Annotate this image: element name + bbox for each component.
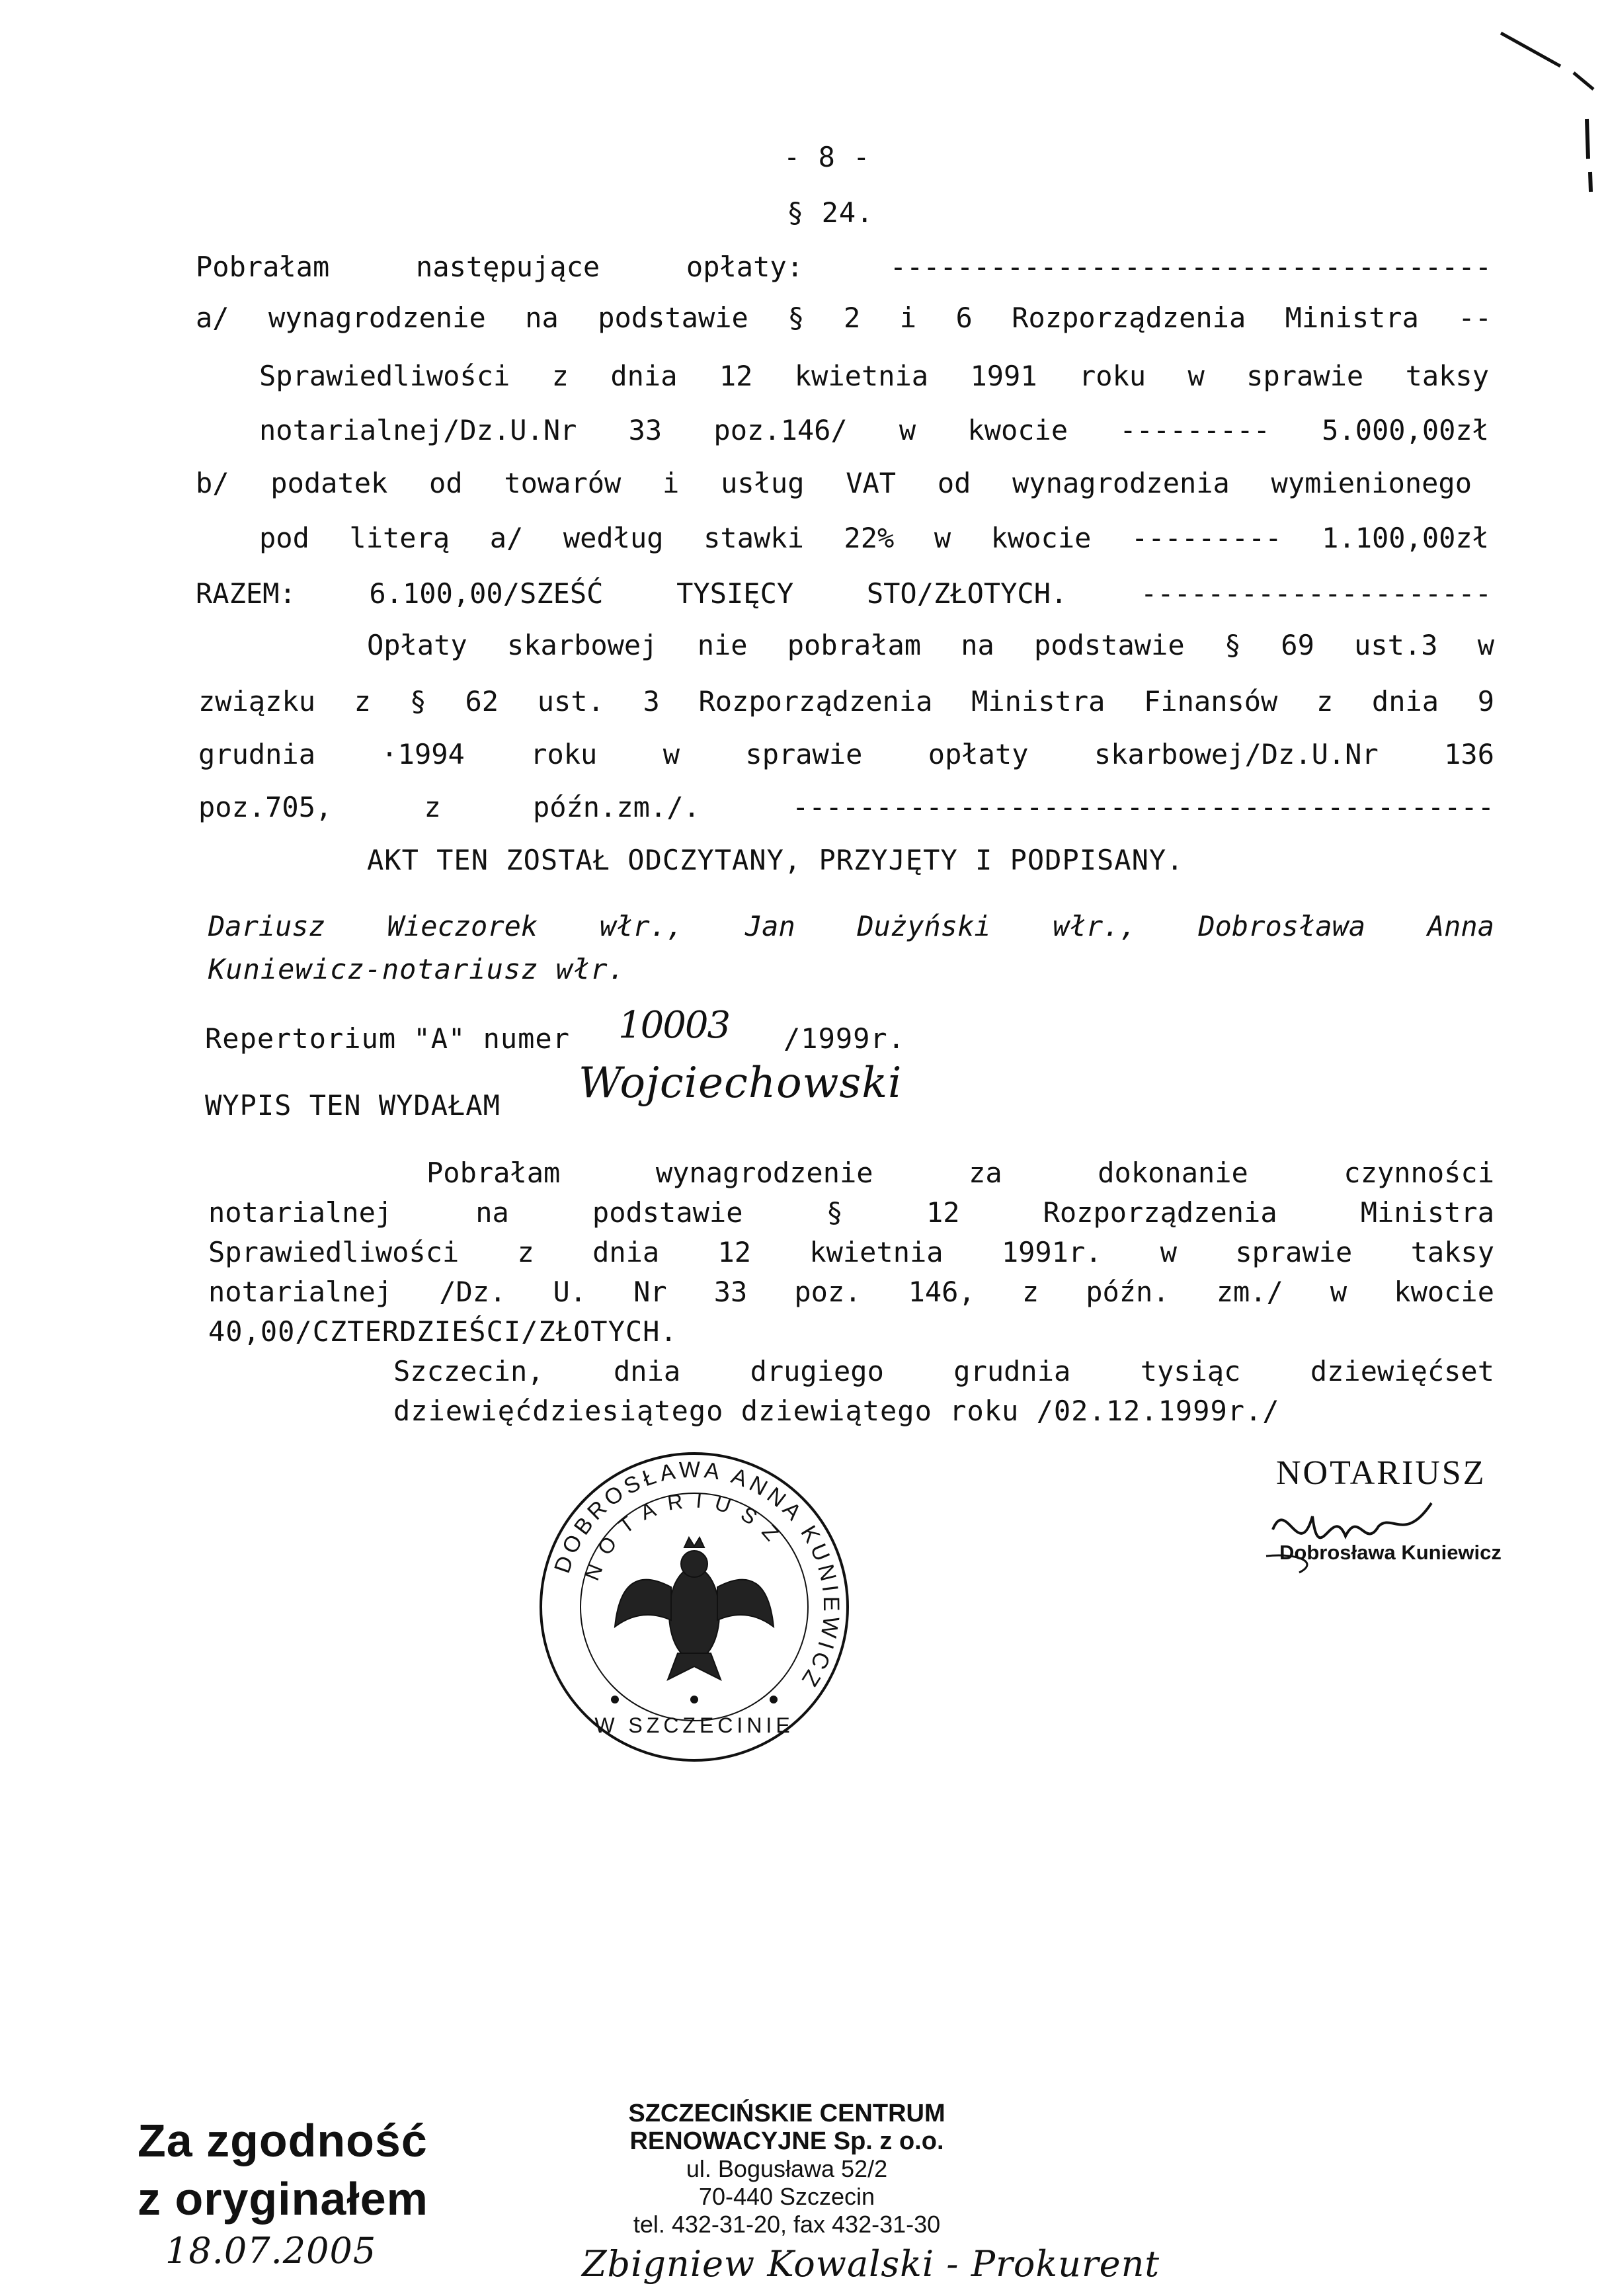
svg-text:NOTARIUSZ: NOTARIUSZ — [579, 1487, 792, 1584]
certification-date-handwritten: 18.07.2005 — [165, 2230, 377, 2272]
svg-text:W SZCZECINIE: W SZCZECINIE — [594, 1713, 794, 1737]
notary-stamp — [1260, 1454, 1597, 1606]
certification-line: Za zgodność — [138, 2115, 428, 2166]
signatories-line: Kuniewicz-notariusz włr. — [208, 953, 625, 985]
company-stamp — [582, 2100, 992, 2238]
repertory-year: /1999r. — [783, 1022, 906, 1055]
company-stamp-line: tel. 432-31-20, fax 432-31-30 — [633, 2211, 941, 2238]
stamp-duty-line: poz.705, z późn.zm./. ------------------------------------------ — [198, 791, 1494, 823]
stamp-duty-line: związku z § 62 ust. 3 Rozporządzenia Ministra Finansów z dnia 9 — [198, 685, 1494, 718]
fee-a-amount-line: notarialnej/Dz.U.Nr 33 poz.146/ w kwocie --------- 5.000,00zł — [259, 414, 1489, 446]
notary-seal — [536, 1448, 853, 1766]
issued-label: WYPIS TEN WYDAŁAM — [205, 1089, 501, 1122]
fee-b-line: b/ podatek od towarów i usług VAT od wynagrodzenia wymienionego — [196, 467, 1472, 499]
stamp-duty-line: Opłaty skarbowej nie pobrałam na podstawie § 69 ust.3 w — [367, 629, 1494, 661]
certification-line: z oryginałem — [138, 2173, 428, 2225]
fee-a-line: Sprawiedliwości z dnia 12 kwietnia 1991 roku w sprawie taksy — [259, 360, 1489, 392]
paragraph-number: § 24. — [787, 196, 874, 229]
fees-total: RAZEM: 6.100,00/SZEŚĆ TYSIĘCY STO/ZŁOTYCH. --------------------- — [196, 577, 1492, 610]
notary-stamp-title: NOTARIUSZ — [1276, 1454, 1486, 1492]
scan-artifact — [1488, 26, 1600, 198]
place-date-line: Szczecin, dnia drugiego grudnia tysiąc dziewięćset — [393, 1355, 1494, 1387]
company-stamp-line: RENOWACYJNE Sp. z o.o. — [629, 2127, 944, 2155]
scan-mark-icon — [1488, 26, 1600, 198]
svg-text:DOBROSŁAWA ANNA KUNIEWICZ: DOBROSŁAWA ANNA KUNIEWICZ — [549, 1457, 844, 1694]
company-signature: Zbigniew Kowalski - Prokurent — [582, 2243, 1160, 2285]
notary-stamp-name: Dobrosława Kuniewicz — [1279, 1541, 1502, 1564]
fee-note-line: Pobrałam wynagrodzenie za dokonanie czynności — [426, 1157, 1494, 1189]
fee-note-line: notarialnej /Dz. U. Nr 33 poz. 146, z późn. zm./ w kwocie — [208, 1276, 1494, 1308]
fee-note-line: notarialnej na podstawie § 12 Rozporządzenia Ministra — [208, 1196, 1494, 1229]
fee-note-line: Sprawiedliwości z dnia 12 kwietnia 1991r. w sprawie taksy — [208, 1236, 1494, 1268]
fee-a-line: a/ wynagrodzenie na podstawie § 2 i 6 Rozporządzenia Ministra -- — [196, 302, 1492, 334]
repertory-label: Repertorium "A" numer — [205, 1022, 571, 1055]
company-stamp-line: SZCZECIŃSKIE CENTRUM — [628, 2100, 945, 2127]
seal-emblem-icon — [536, 1448, 853, 1766]
signatories-line: Dariusz Wieczorek włr., Jan Dużyński włr., Dobrosława Anna — [208, 910, 1494, 942]
page-number: - 8 - — [783, 141, 871, 173]
notary-signature-icon — [1260, 1490, 1458, 1582]
company-stamp-line: 70-440 Szczecin — [698, 2183, 875, 2210]
issued-signature: Wojciechowski — [579, 1059, 903, 1108]
fee-b-amount-line: pod literą a/ według stawki 22% w kwocie --------- 1.100,00zł — [259, 522, 1489, 554]
stamp-duty-line: grudnia ·1994 roku w sprawie opłaty skarbowej/Dz.U.Nr 136 — [198, 738, 1494, 770]
fees-intro: Pobrałam następujące opłaty: ------------------------------------ — [196, 251, 1492, 283]
fee-note-line: 40,00/CZTERDZIEŚCI/ZŁOTYCH. — [208, 1315, 678, 1348]
place-date-line: dziewięćdziesiątego dziewiątego roku /02.12.1999r./ — [393, 1395, 1280, 1427]
repertory-number-handwritten: 10003 — [618, 1004, 730, 1047]
act-read-statement: AKT TEN ZOSTAŁ ODCZYTANY, PRZYJĘTY I PODPISANY. — [367, 844, 1184, 876]
company-stamp-line: ul. Bogusława 52/2 — [686, 2155, 888, 2182]
